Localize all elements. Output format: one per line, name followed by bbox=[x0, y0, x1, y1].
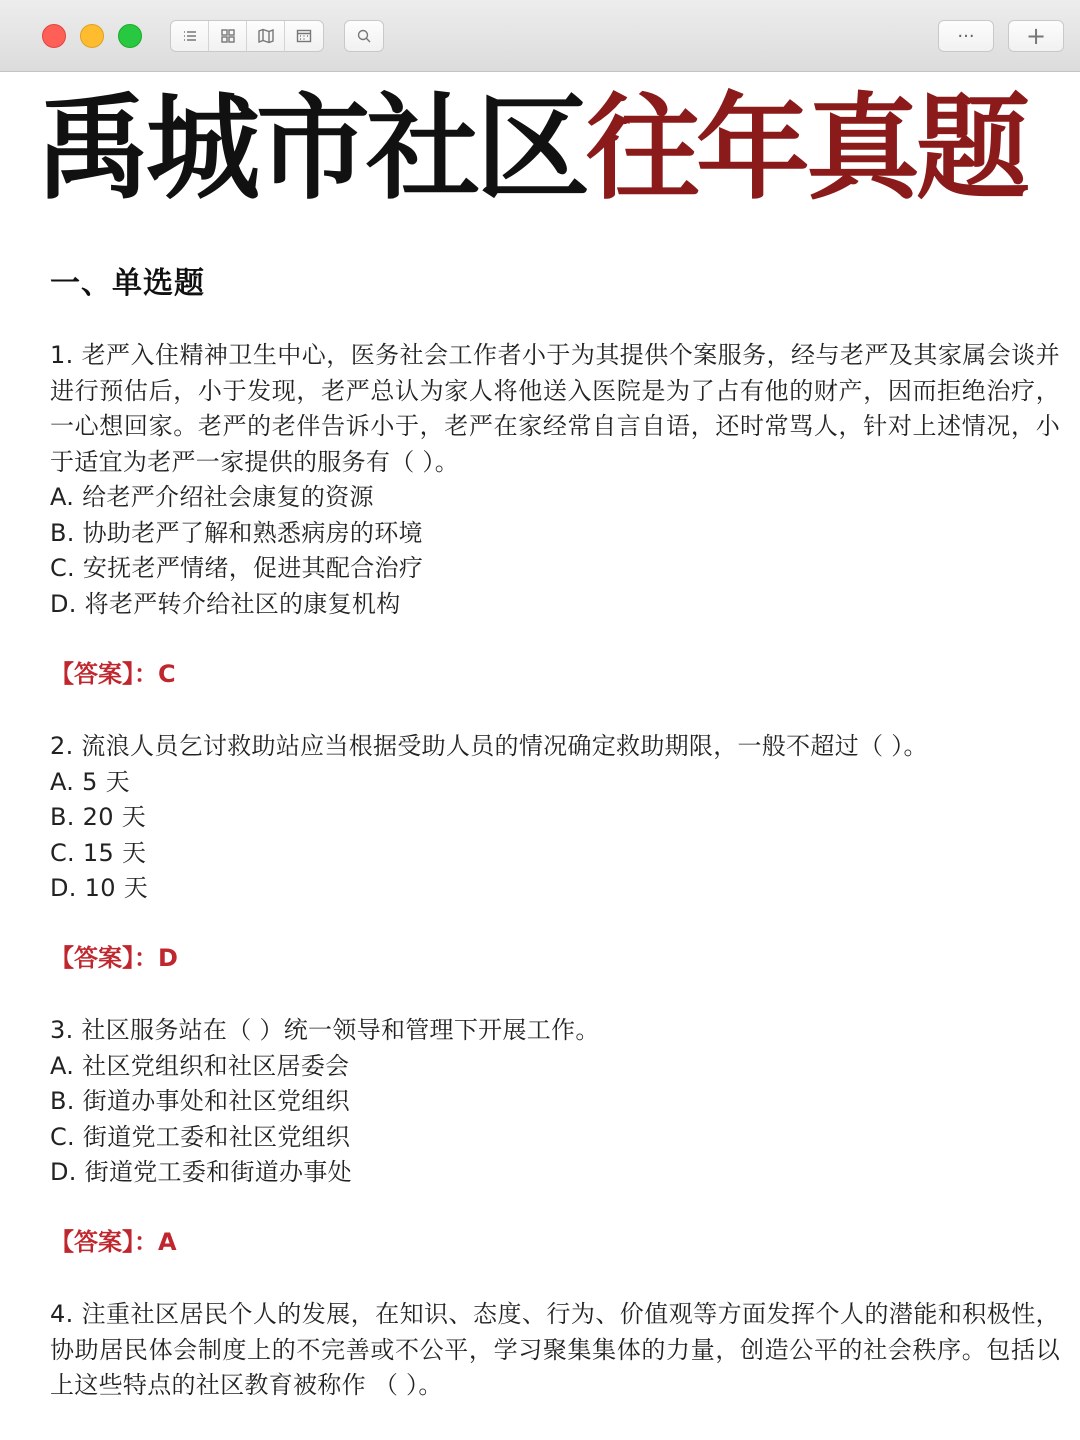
option-c: C. 15 天 bbox=[50, 838, 147, 867]
map-view-button[interactable] bbox=[247, 21, 285, 51]
window-titlebar bbox=[0, 0, 1080, 72]
question-3 bbox=[50, 1013, 1060, 1191]
more-group bbox=[938, 20, 994, 52]
option-b: B. 20 天 bbox=[50, 803, 146, 831]
view-mode-group bbox=[170, 20, 324, 52]
option-c: C. 街道党工委和社区党组织 bbox=[50, 1122, 351, 1151]
calendar-icon bbox=[295, 27, 313, 45]
search-icon bbox=[355, 27, 373, 45]
map-icon bbox=[257, 27, 275, 45]
page-title bbox=[36, 82, 1056, 215]
search-group bbox=[344, 20, 384, 52]
section-heading: 一、单选题 bbox=[50, 266, 205, 301]
title-red-part: 往年真题 bbox=[586, 82, 1027, 215]
search-button[interactable] bbox=[345, 21, 383, 51]
option-a: A. 5 天 bbox=[50, 767, 130, 796]
question-2 bbox=[50, 729, 1060, 907]
question-stem: 3. 社区服务站在（ ）统一领导和管理下开展工作。 bbox=[50, 1016, 600, 1044]
question-stem: 2. 流浪人员乞讨救助站应当根据受助人员的情况确定救助期限，一般不超过（ ）。 bbox=[50, 732, 928, 760]
minimize-window-button[interactable] bbox=[80, 24, 104, 48]
add-button[interactable] bbox=[1009, 21, 1063, 51]
option-d: D. 10 天 bbox=[50, 874, 149, 902]
option-d: D. 街道党工委和街道办事处 bbox=[50, 1158, 352, 1186]
plus-icon: + bbox=[1025, 22, 1047, 50]
grid-view-icon bbox=[219, 27, 237, 45]
answer-3: 【答案】：A bbox=[50, 1228, 177, 1256]
list-view-button[interactable] bbox=[171, 21, 209, 51]
option-c: C. 安抚老严情绪，促进其配合治疗 bbox=[50, 554, 424, 582]
calendar-view-button[interactable] bbox=[285, 21, 323, 51]
option-d: D. 将老严转介给社区的康复机构 bbox=[50, 589, 401, 618]
add-group bbox=[1008, 20, 1064, 52]
maximize-window-button[interactable] bbox=[118, 24, 142, 48]
more-icon: ··· bbox=[957, 25, 975, 47]
question-stem: 1. 老严入住精神卫生中心，医务社会工作者小于为其提供个案服务，经与老严及其家属会谈并进行预估后，小于发现，老严总认为家人将他送入医院是为了占有他的财产，因而拒绝治疗，一心想回家。老严的老伴告诉小于，老严在家经常自言自语，还时常骂人，针对上述情况，小于适宜为老严一家提供的服务有（ ）。 bbox=[50, 341, 1060, 476]
list-view-icon bbox=[181, 27, 199, 45]
title-dark-part: 禹城市社区 bbox=[36, 82, 587, 215]
option-b: B. 协助老严了解和熟悉病房的环境 bbox=[50, 518, 423, 547]
question-stem: 4. 注重社区居民个人的发展，在知识、态度、行为、价值观等方面发挥个人的潜能和积极性，协助居民体会制度上的不完善或不公平，学习聚集集体的力量，创造公平的社会秩序。包括以上这些特点的社区教育被称作 （ ）。 bbox=[50, 1300, 1060, 1399]
question-4 bbox=[50, 1297, 1060, 1404]
question-1 bbox=[50, 338, 1060, 622]
answer-2: 【答案】：D bbox=[50, 944, 178, 972]
option-a: A. 社区党组织和社区居委会 bbox=[50, 1051, 350, 1080]
close-window-button[interactable] bbox=[42, 24, 66, 48]
option-b: B. 街道办事处和社区党组织 bbox=[50, 1087, 350, 1115]
grid-view-button[interactable] bbox=[209, 21, 247, 51]
more-options-button[interactable] bbox=[939, 21, 993, 51]
answer-1: 【答案】：C bbox=[50, 660, 176, 688]
option-a: A. 给老严介绍社会康复的资源 bbox=[50, 483, 374, 511]
